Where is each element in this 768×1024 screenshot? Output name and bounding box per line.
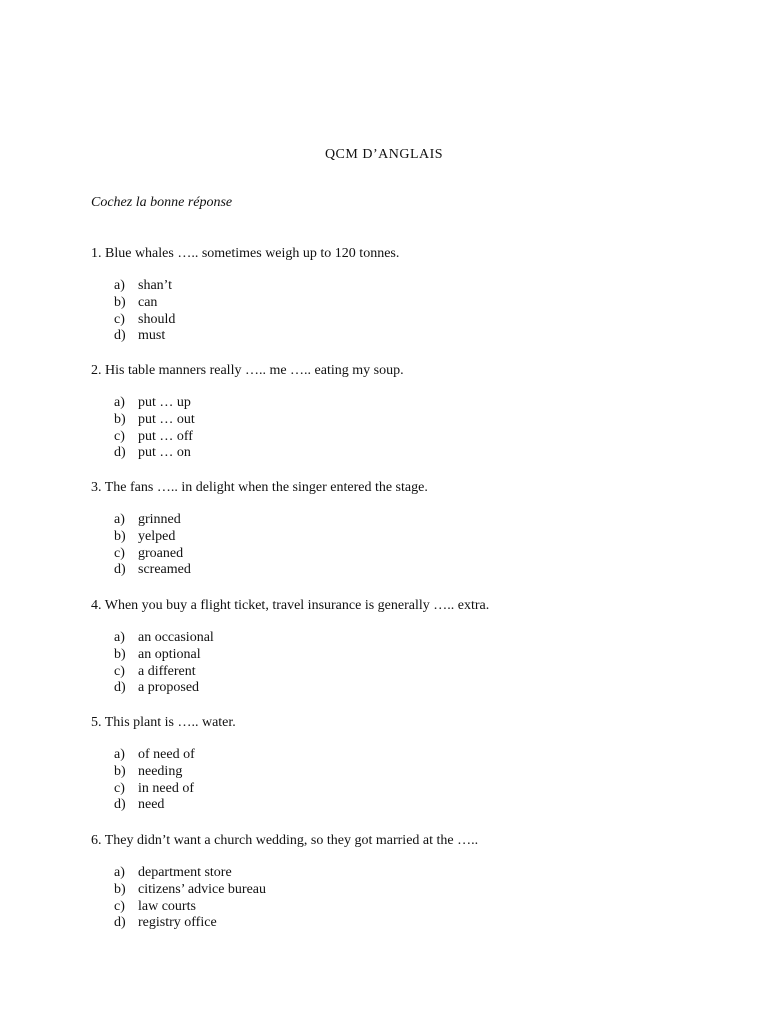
question-text: 2. His table manners really ….. me ….. eating my soup. (91, 363, 404, 378)
option-letter: d) (114, 445, 126, 461)
option-text: law courts (138, 898, 196, 914)
option-list (91, 395, 711, 462)
option-text: needing (138, 763, 183, 779)
option-a[interactable] (91, 278, 711, 295)
option-text: screamed (138, 562, 191, 578)
option-letter: b) (114, 646, 126, 662)
option-a[interactable] (91, 747, 711, 764)
option-c[interactable] (91, 664, 711, 681)
option-c[interactable] (91, 899, 711, 916)
option-text: groaned (138, 545, 184, 561)
option-text: must (138, 328, 166, 344)
option-a[interactable] (91, 512, 711, 529)
option-d[interactable] (91, 562, 711, 579)
option-c[interactable] (91, 429, 711, 446)
question-2 (91, 362, 711, 462)
option-text: shan’t (138, 278, 172, 293)
option-letter: a) (114, 865, 125, 880)
option-text: of need of (138, 747, 195, 762)
option-letter: b) (114, 528, 126, 544)
option-letter: c) (114, 311, 125, 327)
option-text: need (138, 797, 165, 813)
option-letter: d) (114, 680, 126, 696)
question-3 (91, 479, 711, 579)
option-letter: c) (114, 545, 125, 561)
option-text: department store (138, 865, 232, 880)
question-text: 3. The fans ….. in delight when the singer entered the stage. (91, 480, 428, 495)
option-d[interactable] (91, 328, 711, 345)
question-text: 6. They didn’t want a church wedding, so they got married at the ….. (91, 833, 479, 848)
option-list (91, 278, 711, 345)
question-6 (91, 832, 711, 932)
option-a[interactable] (91, 630, 711, 647)
option-letter: c) (114, 780, 125, 796)
instruction-text: Cochez la bonne réponse (91, 195, 233, 210)
option-letter: d) (114, 915, 126, 931)
option-c[interactable] (91, 546, 711, 563)
option-text: citizens’ advice bureau (138, 881, 267, 897)
option-b[interactable] (91, 295, 711, 312)
question-5 (91, 714, 711, 814)
option-letter: a) (114, 747, 125, 762)
option-letter: b) (114, 881, 126, 897)
option-b[interactable] (91, 647, 711, 664)
option-letter: c) (114, 898, 125, 914)
option-d[interactable] (91, 797, 711, 814)
option-b[interactable] (91, 882, 711, 899)
option-text: should (138, 311, 176, 327)
option-b[interactable] (91, 412, 711, 429)
option-letter: a) (114, 512, 125, 527)
option-letter: a) (114, 395, 125, 410)
option-text: in need of (138, 780, 194, 796)
option-letter: c) (114, 428, 125, 444)
option-text: a different (138, 663, 196, 679)
option-text: grinned (138, 512, 181, 527)
option-letter: b) (114, 763, 126, 779)
option-b[interactable] (91, 529, 711, 546)
option-text: an occasional (138, 630, 214, 645)
option-c[interactable] (91, 781, 711, 798)
option-text: yelped (138, 528, 176, 544)
option-a[interactable] (91, 865, 711, 882)
option-a[interactable] (91, 395, 711, 412)
question-4 (91, 597, 711, 697)
option-text: registry office (138, 915, 217, 931)
option-d[interactable] (91, 680, 711, 697)
option-list (91, 512, 711, 579)
option-c[interactable] (91, 312, 711, 329)
option-text: put … on (138, 445, 191, 461)
option-letter: d) (114, 797, 126, 813)
option-list (91, 747, 711, 814)
question-1 (91, 245, 711, 345)
option-text: a proposed (138, 680, 200, 696)
option-list (91, 865, 711, 932)
option-d[interactable] (91, 445, 711, 462)
page-title: QCM D’ANGLAIS (324, 147, 444, 162)
question-text: 5. This plant is ….. water. (91, 715, 236, 730)
option-text: put … off (138, 428, 193, 444)
option-letter: b) (114, 294, 126, 310)
option-letter: c) (114, 663, 125, 679)
option-letter: b) (114, 411, 126, 427)
question-text: 4. When you buy a flight ticket, travel insurance is generally ….. extra. (91, 598, 490, 613)
option-letter: a) (114, 278, 125, 293)
option-b[interactable] (91, 764, 711, 781)
option-text: put … out (138, 411, 195, 427)
option-letter: d) (114, 328, 126, 344)
question-text: 1. Blue whales ….. sometimes weigh up to 120 tonnes. (91, 246, 400, 261)
option-text: an optional (138, 646, 201, 662)
option-d[interactable] (91, 915, 711, 932)
option-list (91, 630, 711, 697)
option-text: put … up (138, 395, 191, 410)
option-letter: d) (114, 562, 126, 578)
option-letter: a) (114, 630, 125, 645)
option-text: can (138, 294, 158, 310)
